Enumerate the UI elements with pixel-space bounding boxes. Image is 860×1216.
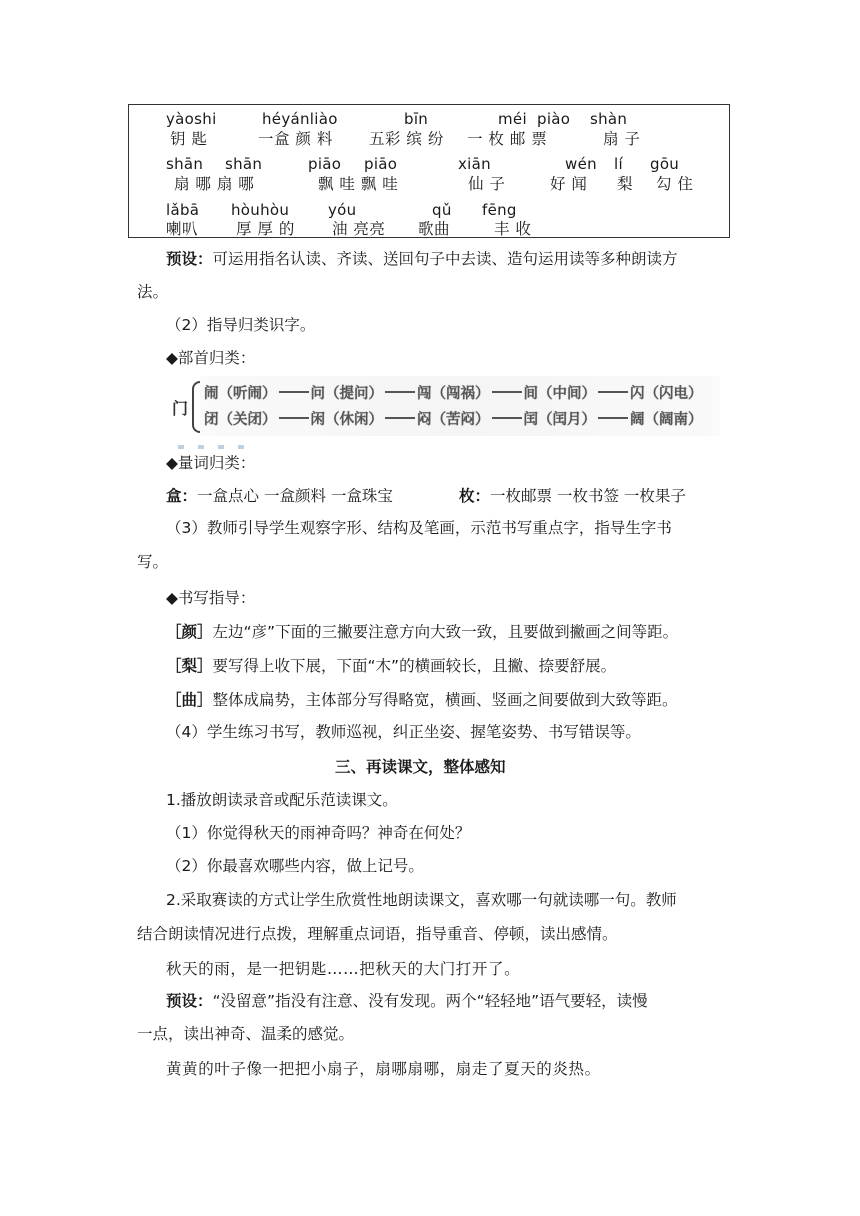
radical-item: 阔（阔南） <box>630 410 703 428</box>
dash-line <box>385 417 415 419</box>
pinyin: lǎbā <box>166 201 200 219</box>
dash-line <box>492 391 522 393</box>
writing-text: 要写得上收下展，下面“木”的横画较长，且撇、捺要舒展。 <box>212 657 617 675</box>
section-3-item-2-cont: 结合朗读情况进行点拨，理解重点词语，指导重音、停顿，读出感情。 <box>137 925 618 943</box>
radical-row-1 <box>204 380 703 404</box>
writing-char: ［梨］ <box>166 657 213 675</box>
radical-item: 闹（听闹） <box>204 384 277 402</box>
measure-he <box>166 486 393 506</box>
pinyin: yàoshi <box>166 110 217 128</box>
brace-icon <box>192 381 200 433</box>
step-3: （3）教师引导学生观察字形、结构及笔画，示范书写重点字，指导生字书 <box>166 519 672 537</box>
vocab-word: 好 闻 <box>550 175 588 193</box>
vocab-word: 五彩 缤 纷 <box>369 130 444 148</box>
dash-line <box>598 417 628 419</box>
section-3-question-1: （1）你觉得秋天的雨神奇吗？神奇在何处？ <box>166 824 471 842</box>
section-3-title: 三、再读课文，整体感知 <box>335 758 506 776</box>
vocab-word: 喇叭 <box>166 220 199 238</box>
pinyin: wén <box>565 155 597 173</box>
vocab-word: 丰 收 <box>494 220 532 238</box>
pinyin: shàn <box>590 110 628 128</box>
pinyin: shān <box>225 155 263 173</box>
vocab-word: 油 亮亮 <box>332 220 386 238</box>
dash-line <box>279 391 309 393</box>
pinyin: fēng <box>482 201 517 219</box>
radical-char: 门 <box>172 399 189 418</box>
writing-text: 左边“彦”下面的三撇要注意方向大致一致，且要做到撇画之间等距。 <box>212 623 679 641</box>
radical-item: 闪（闪电） <box>630 384 703 402</box>
writing-char: ［颜］ <box>166 623 213 641</box>
radical-item: 闷（苦闷） <box>417 410 490 428</box>
pinyin: gōu <box>650 155 680 173</box>
pinyin: méi <box>498 110 527 128</box>
measure-text: 一枚邮票 一枚书签 一枚果子 <box>490 487 686 505</box>
writing-item <box>166 622 678 642</box>
measure-mei <box>459 486 686 506</box>
pinyin: lí <box>614 155 623 173</box>
writing-item <box>166 656 616 676</box>
pinyin: xiān <box>458 155 491 173</box>
dash-line <box>279 417 309 419</box>
measure-title: ◆量词归类： <box>166 454 256 472</box>
quote-1: 秋天的雨，是一把钥匙……把秋天的大门打开了。 <box>166 960 521 978</box>
measure-label: 枚： <box>459 487 491 505</box>
step-2: （2）指导归类识字。 <box>166 316 316 334</box>
vocab-word: 一 枚 邮 票 <box>467 130 548 148</box>
vocab-word: 梨 <box>617 175 634 193</box>
vocab-word: 仙 子 <box>468 175 506 193</box>
decorative-dots <box>178 434 268 440</box>
step-3-cont: 写。 <box>137 553 169 571</box>
preset-paragraph <box>166 249 678 269</box>
section-3-question-2: （2）你最喜欢哪些内容，做上记号。 <box>166 857 424 875</box>
radical-item: 闭（关闭） <box>204 410 277 428</box>
radical-title: ◆部首归类： <box>166 349 256 367</box>
preset-label: 预设： <box>166 250 213 268</box>
radical-item: 闲（休闲） <box>310 410 383 428</box>
radical-chart <box>172 378 720 440</box>
pinyin: piāo <box>364 155 398 173</box>
radical-item: 闰（闰月） <box>523 410 596 428</box>
writing-title: ◆书写指导： <box>166 589 256 607</box>
pinyin: shān <box>166 155 204 173</box>
vocab-word: 一盒 颜 料 <box>258 130 333 148</box>
section-3-item-2: 2.采取赛读的方式让学生欣赏性地朗读课文，喜欢哪一句就读哪一句。教师 <box>166 891 677 909</box>
pinyin: yóu <box>328 201 357 219</box>
radical-item: 问（提问） <box>310 384 383 402</box>
step-4: （4）学生练习书写，教师巡视，纠正坐姿、握笔姿势、书写错误等。 <box>166 723 641 741</box>
writing-char: ［曲］ <box>166 691 213 709</box>
vocab-word: 厚 厚 的 <box>236 220 295 238</box>
dash-line <box>492 417 522 419</box>
writing-text: 整体成扁势，主体部分写得略宽，横画、竖画之间要做到大致等距。 <box>212 691 678 709</box>
vocab-word: 勾 住 <box>656 175 694 193</box>
vocab-word: 飘 哇 飘 哇 <box>318 175 399 193</box>
preset-label: 预设： <box>166 992 213 1010</box>
vocab-word: 钥 匙 <box>170 130 208 148</box>
pinyin: piào <box>537 110 571 128</box>
radical-row-2 <box>204 406 703 430</box>
vocab-word: 扇 子 <box>603 130 641 148</box>
radical-item: 间（中间） <box>523 384 596 402</box>
radical-item: 闯（闯祸） <box>417 384 490 402</box>
vocab-word: 歌曲 <box>418 220 451 238</box>
preset-text: 可运用指名认读、齐读、送回句子中去读、造句运用读等多种朗读方 <box>212 250 678 268</box>
section-3-item-1: 1.播放朗读录音或配乐范读课文。 <box>166 791 398 809</box>
quote-2: 黄黄的叶子像一把把小扇子，扇哪扇哪，扇走了夏天的炎热。 <box>166 1060 601 1078</box>
writing-item <box>166 690 678 710</box>
dash-line <box>385 391 415 393</box>
pinyin: hòuhòu <box>231 201 290 219</box>
measure-label: 盒： <box>166 487 198 505</box>
measure-text: 一盒点心 一盒颜料 一盒珠宝 <box>197 487 393 505</box>
preset-text-cont: 法。 <box>137 283 169 301</box>
preset-text: “没留意”指没有注意、没有发现。两个“轻轻地”语气要轻，读慢 <box>212 992 648 1010</box>
pinyin: héyánliào <box>262 110 338 128</box>
pinyin: bīn <box>404 110 429 128</box>
preset-2 <box>166 991 648 1011</box>
dash-line <box>598 391 628 393</box>
pinyin: qǔ <box>432 201 452 219</box>
preset-2-cont: 一点，读出神奇、温柔的感觉。 <box>137 1025 355 1043</box>
pinyin: piāo <box>308 155 342 173</box>
vocab-word: 扇 哪 扇 哪 <box>174 175 255 193</box>
